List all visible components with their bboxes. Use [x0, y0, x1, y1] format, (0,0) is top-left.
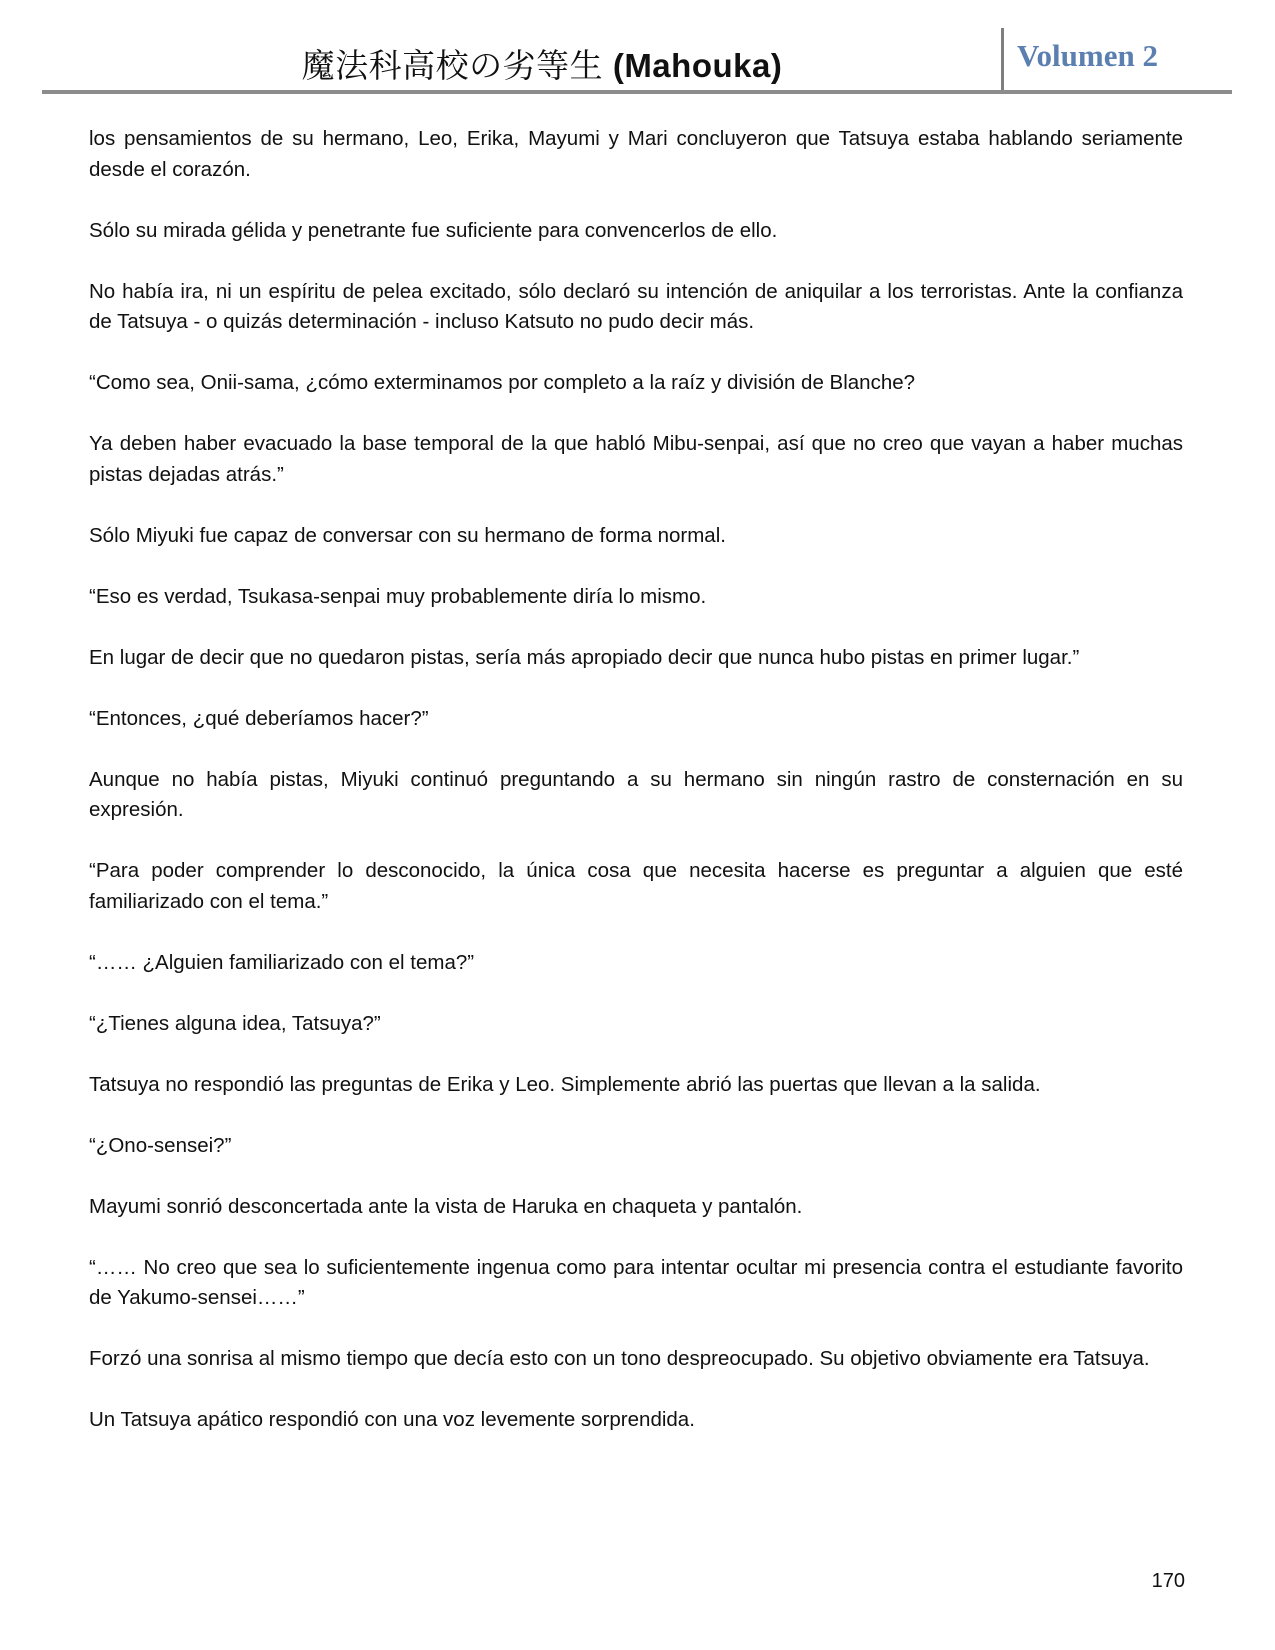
paragraph: Sólo Miyuki fue capaz de conversar con su hermano de forma normal. — [89, 523, 726, 547]
paragraph: “¿Tienes alguna idea, Tatsuya?” — [89, 1011, 381, 1035]
paragraph: “…… No creo que sea lo suficientemente ingenua como para intentar ocultar mi presencia contra el estudiante favorito de Yakumo-sensei……” — [89, 1255, 1183, 1309]
paragraph: Aunque no había pistas, Miyuki continuó preguntando a su hermano sin ningún rastro de consternación en su expresión. — [89, 767, 1183, 821]
book-title — [42, 40, 1042, 87]
paragraph: Sólo su mirada gélida y penetrante fue suficiente para convencerlos de ello. — [89, 218, 778, 242]
paragraph: Tatsuya no respondió las preguntas de Erika y Leo. Simplemente abrió las puertas que llevan a la salida. — [89, 1072, 1041, 1096]
page-header — [42, 26, 1232, 92]
page-number: 170 — [1151, 1570, 1185, 1592]
paragraph: los pensamientos de su hermano, Leo, Erika, Mayumi y Mari concluyeron que Tatsuya estaba hablando seriamente desde el corazón. — [89, 127, 1183, 181]
volume-label: Volumen 2 — [1017, 38, 1158, 73]
paragraph: “¿Ono-sensei?” — [89, 1133, 232, 1157]
paragraph: Ya deben haber evacuado la base temporal de la que habló Mibu-senpai, así que no creo que vayan a haber muchas pistas dejadas atrás.” — [89, 432, 1183, 486]
paragraph: Mayumi sonrió desconcertada ante la vista de Haruka en chaqueta y pantalón. — [89, 1194, 803, 1218]
paragraph: “Entonces, ¿qué deberíamos hacer?” — [89, 706, 429, 730]
header-divider — [1001, 28, 1004, 90]
body-text — [89, 124, 1183, 1466]
paragraph: En lugar de decir que no quedaron pistas, sería más apropiado decir que nunca hubo pistas en primer lugar.” — [89, 645, 1080, 669]
paragraph: “Para poder comprender lo desconocido, la única cosa que necesita hacerse es preguntar a alguien que esté familiarizado con el tema.” — [89, 859, 1183, 913]
paragraph: Un Tatsuya apático respondió con una voz levemente sorprendida. — [89, 1408, 695, 1431]
header-rule — [42, 90, 1232, 94]
book-title-japanese: 魔法科高校の劣等生 — [301, 47, 604, 84]
paragraph: “Como sea, Onii-sama, ¿cómo exterminamos por completo a la raíz y división de Blanche? — [89, 371, 916, 394]
paragraph: Forzó una sonrisa al mismo tiempo que decía esto con un tono despreocupado. Su objetivo obviamente era Tatsuya. — [89, 1347, 1150, 1370]
paragraph: “Eso es verdad, Tsukasa-senpai muy probablemente diría lo mismo. — [89, 584, 707, 608]
paragraph: No había ira, ni un espíritu de pelea excitado, sólo declaró su intención de aniquilar a los terroristas. Ante la confianza de Tatsuya - o quizás determinación - incluso Katsuto no pudo decir más. — [89, 279, 1183, 333]
book-title-latin: (Mahouka) — [612, 47, 783, 84]
paragraph: “…… ¿Alguien familiarizado con el tema?” — [89, 950, 475, 974]
